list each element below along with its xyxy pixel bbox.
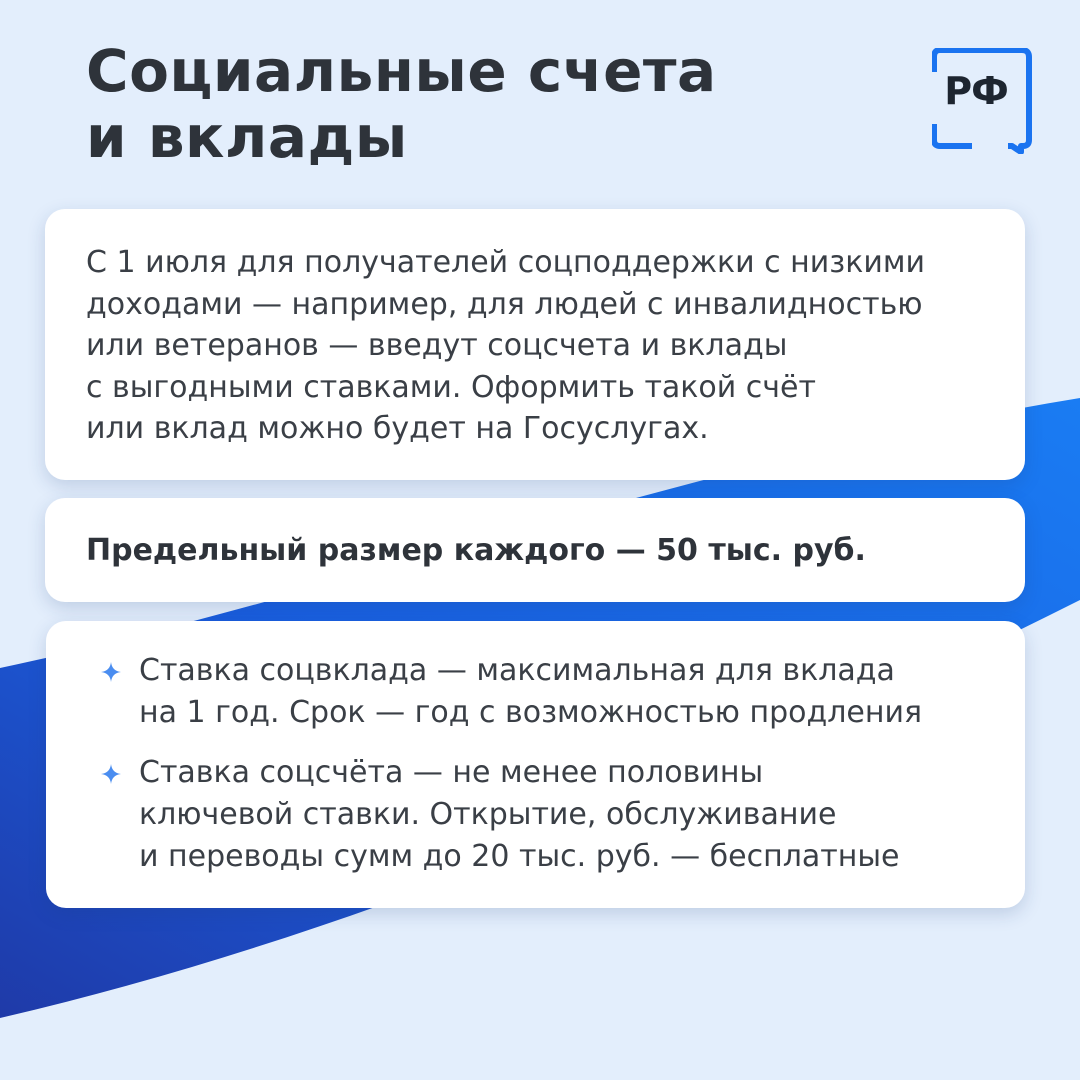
bullet-item-deposit — [101, 650, 995, 734]
intro-line: С 1 июля для получателей соцподдержки с низкими — [86, 245, 925, 280]
details-card — [46, 621, 1025, 908]
limit-card — [45, 498, 1025, 602]
intro-line: с выгодными ставками. Оформить такой счёт — [86, 369, 816, 405]
rf-logo — [932, 48, 1032, 154]
limit-text: Предельный размер каждого — 50 тыс. руб. — [86, 533, 866, 568]
intro-line: доходами — например, для людей с инвалидностью — [86, 286, 923, 322]
page-title — [86, 38, 717, 170]
bullet-line: ключевой ставки. Открытие, обслуживание — [139, 797, 837, 832]
logo-text: РФ — [944, 69, 1008, 113]
bullet-line: на 1 год. Срок — год с возможностью продления — [139, 695, 923, 730]
title-line-1: Социальные счета — [86, 37, 717, 105]
four-point-star-icon — [101, 662, 121, 682]
bullet-line: и переводы сумм до 20 тыс. руб. — бесплатные — [139, 839, 900, 874]
intro-card — [45, 209, 1025, 480]
intro-line: или ветеранов — введут соцсчета и вклады — [86, 328, 788, 363]
four-point-star-icon — [101, 764, 121, 784]
bullet-item-account — [101, 752, 995, 878]
intro-line: или вклад можно будет на Госуслугах. — [86, 411, 709, 446]
bullet-line: Ставка соцвклада — максимальная для вклада — [139, 653, 895, 688]
bullet-line: Ставка соцсчёта — не менее половины — [139, 755, 764, 790]
title-line-2: и вклады — [86, 103, 408, 171]
